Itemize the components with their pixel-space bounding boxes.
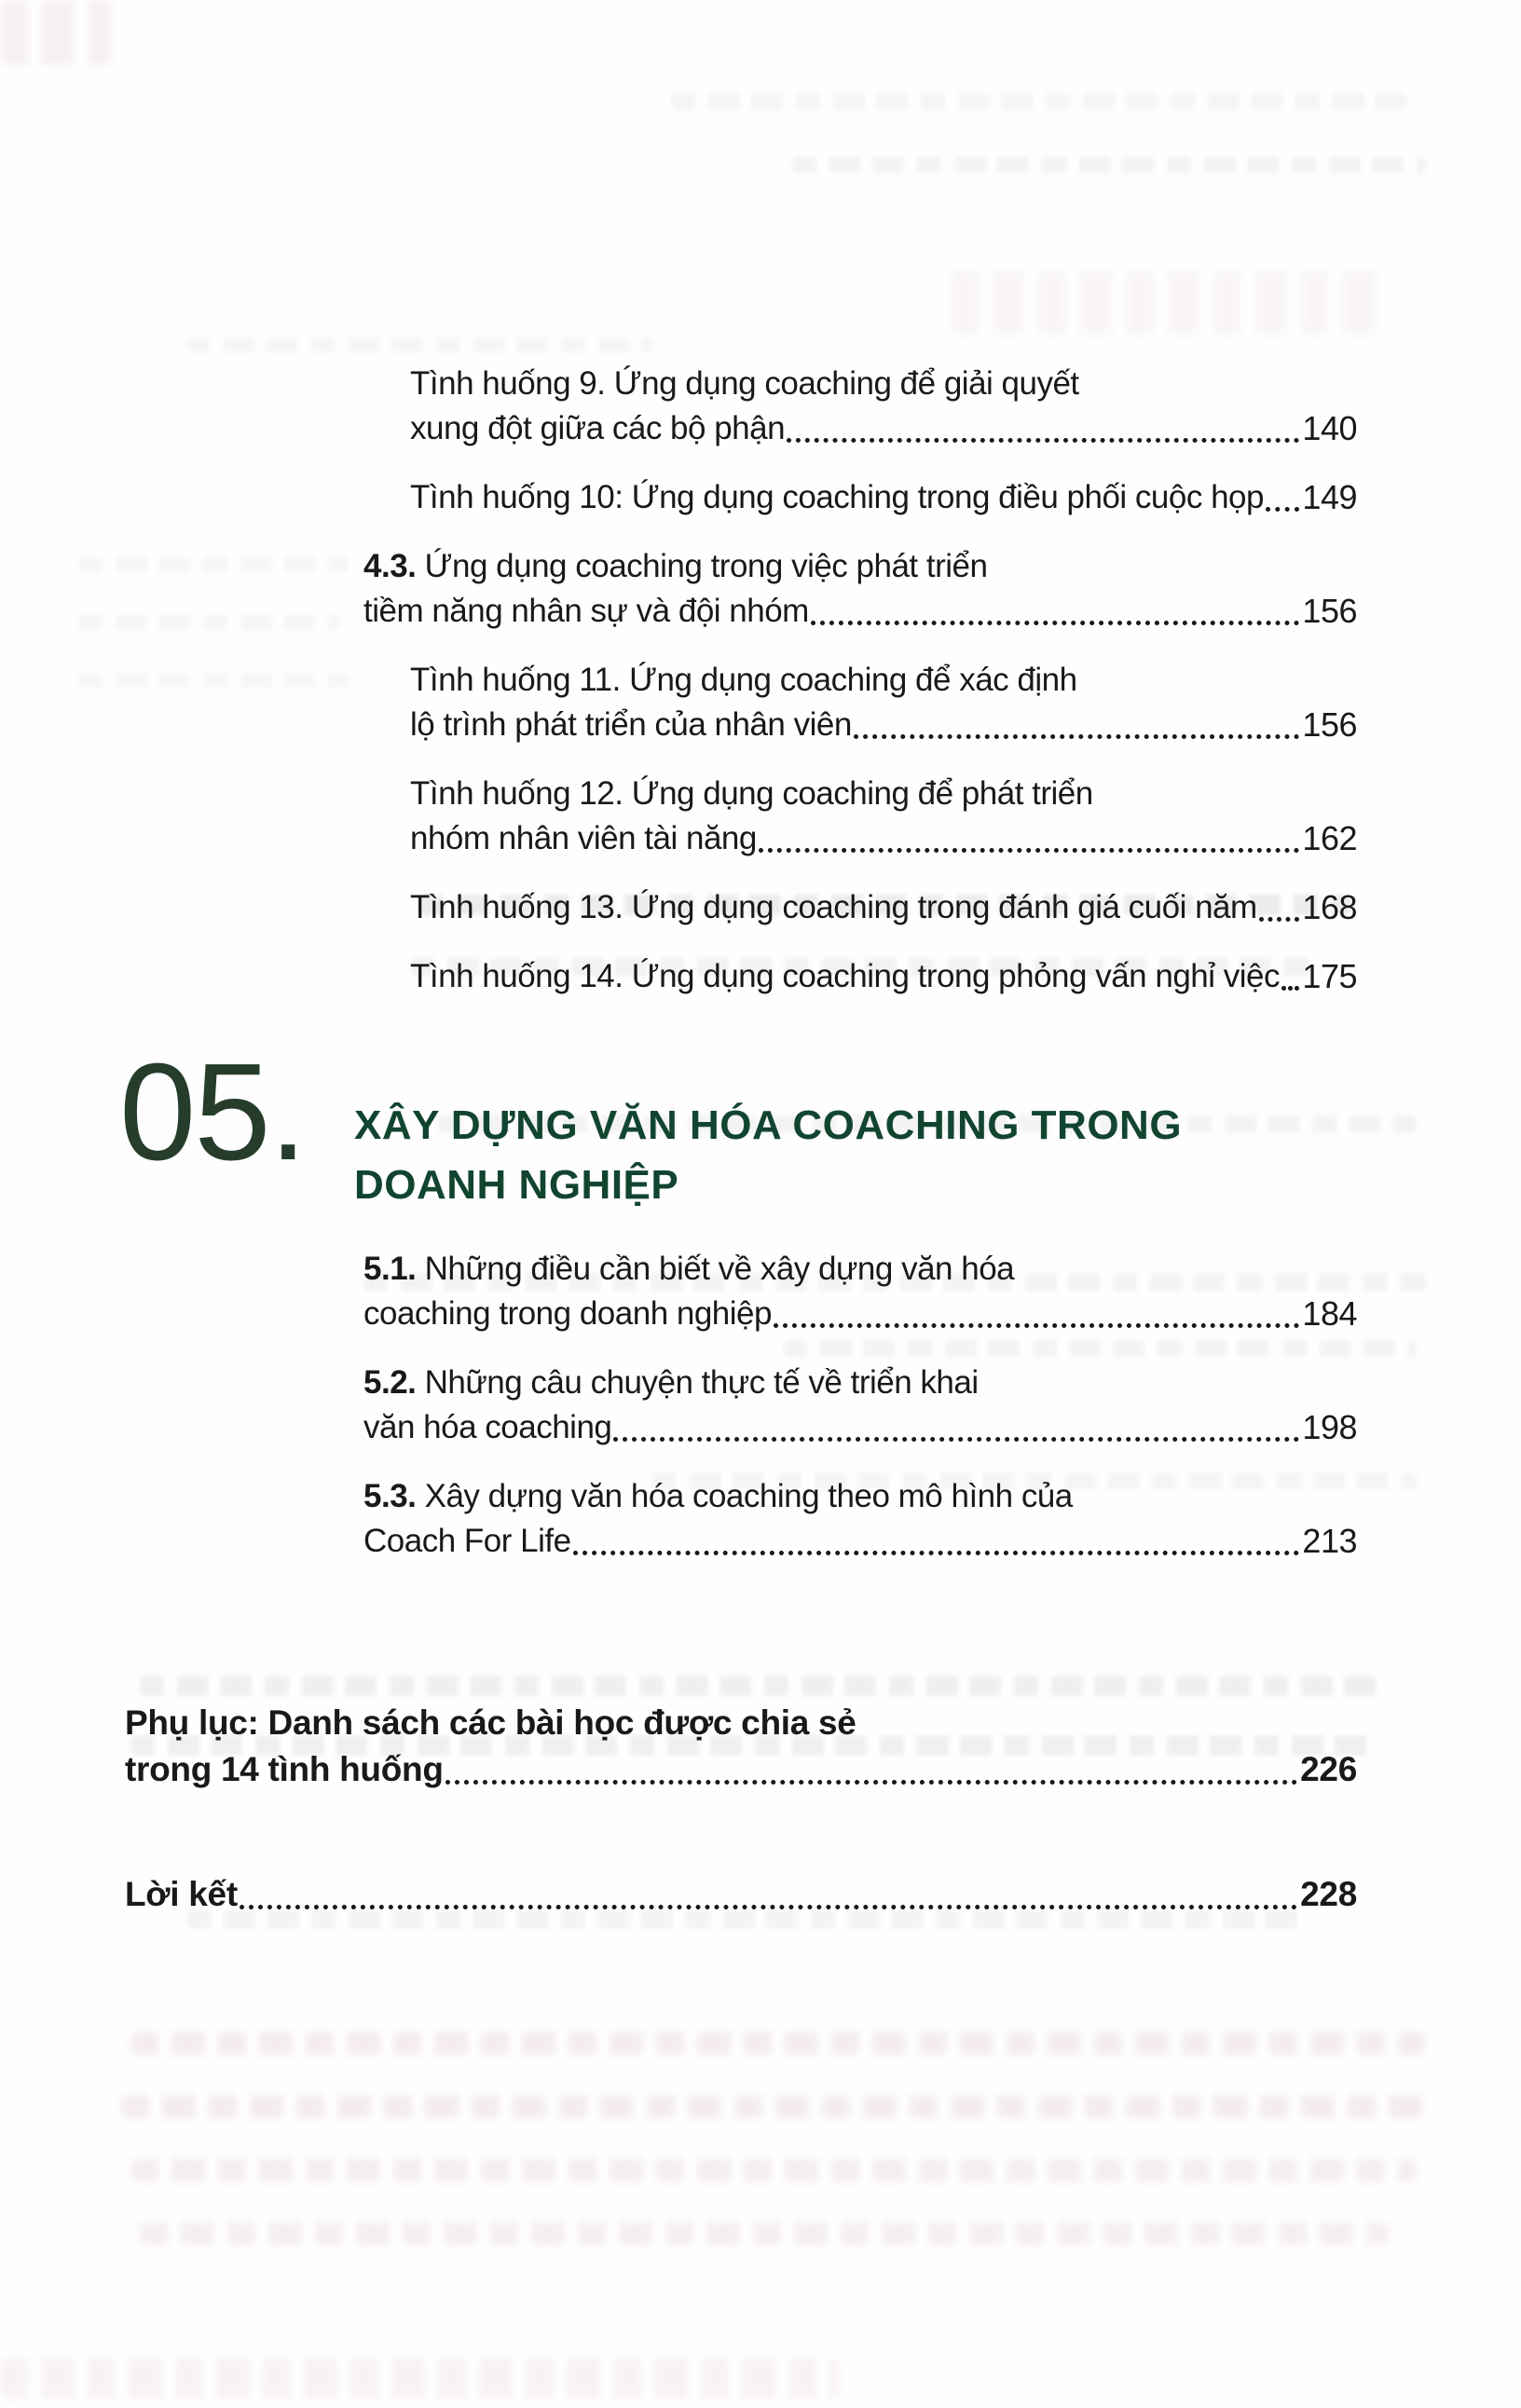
page-number: 228 [1300,1875,1357,1913]
toc-entry-text: Coach For Life [363,1523,571,1559]
toc-entry-row [410,703,1357,747]
chapter-title-line2: DOANH NGHIỆP [354,1162,679,1208]
toc-entry-number: 5.2. [363,1364,425,1401]
toc-entry-text: Lời kết [125,1875,238,1913]
toc-entry-row [410,816,1357,861]
page-number: 149 [1302,478,1357,516]
dot-leader [759,848,1300,853]
page-number: 175 [1302,957,1357,995]
toc-entry-line1: Tình huống 9. Ứng dụng coaching để giải quyết [410,365,1079,402]
page-number: 156 [1302,705,1357,744]
toc-entry-row [410,475,1357,520]
toc-entry-text: coaching trong doanh nghiệp [363,1295,772,1332]
toc-entry-line1: 4.3. Ứng dụng coaching trong việc phát triển [363,548,988,584]
dot-leader [1259,917,1300,922]
toc-entry [363,544,1357,634]
toc-entry [410,362,1357,451]
chapter-number: 05. [119,1035,306,1189]
toc-entry-line1: 5.1. Những điều cần biết về xây dựng văn hóa [363,1251,1015,1287]
toc-entry-row [363,1519,1357,1564]
toc-part5-list [119,1247,1357,1564]
dot-leader [774,1323,1299,1328]
dot-leader [854,734,1300,739]
toc-back-matter-list [119,1700,1357,1918]
toc-entry-text: trong 14 tình huống [125,1750,444,1788]
toc-entry [410,658,1357,747]
dot-leader [1266,507,1299,512]
toc-entry-number: 5.1. [363,1251,425,1287]
toc-entry-text: Tình huống 10: Ứng dụng coaching trong điều phối cuộc họp [410,479,1264,515]
toc-entry [125,1871,1357,1918]
toc-entry-text: Tình huống 13. Ứng dụng coaching trong đánh giá cuối năm [410,889,1257,925]
toc-entry [363,1247,1357,1336]
toc-entry-text: tiềm năng nhân sự và đội nhóm [363,593,809,629]
toc-entry-text: xung đột giữa các bộ phận [410,410,786,446]
toc-entry [125,1700,1357,1793]
dot-leader [240,1905,1297,1909]
toc-entry-line1: 5.3. Xây dựng văn hóa coaching theo mô hình của [363,1478,1073,1514]
page-number: 226 [1300,1750,1357,1788]
toc-entry-row [410,885,1357,930]
toc-entry [410,954,1357,999]
toc-entry [363,1361,1357,1450]
dot-leader [1281,986,1299,991]
toc-entry-line1: Tình huống 12. Ứng dụng coaching để phát triển [410,775,1093,812]
page-number: 156 [1302,592,1357,630]
page-number: 184 [1302,1294,1357,1333]
page-number: 140 [1302,409,1357,447]
chapter-title [354,1044,1182,1215]
toc-entry [363,1474,1357,1564]
page-number: 162 [1302,819,1357,857]
toc-entry-line1: Phụ lục: Danh sách các bài học được chia sẻ [125,1703,856,1742]
toc-entry-text: nhóm nhân viên tài năng [410,820,757,856]
page-number: 213 [1302,1522,1357,1560]
toc-entry [410,475,1357,520]
dot-leader [613,1437,1299,1442]
toc-entry-row [410,406,1357,451]
toc-entry-text: văn hóa coaching [363,1409,612,1445]
chapter-heading [119,1035,1357,1215]
toc-part4-list [119,362,1357,999]
dot-leader [445,1780,1298,1785]
toc-entry-row [410,954,1357,999]
toc-entry-text: lộ trình phát triển của nhân viên [410,706,852,743]
dot-leader [573,1551,1300,1555]
toc-entry-row [363,589,1357,634]
toc-entry-number: 4.3. [363,548,425,584]
page-number: 168 [1302,888,1357,926]
page-number: 198 [1302,1408,1357,1446]
toc-content [119,0,1357,1918]
toc-entry-row [125,1871,1357,1918]
dot-leader [787,438,1299,443]
toc-entry [410,772,1357,861]
toc-entry [410,885,1357,930]
chapter-title-line1: XÂY DỰNG VĂN HÓA COACHING TRONG [354,1102,1183,1148]
toc-entry-row [125,1746,1357,1793]
toc-entry-number: 5.3. [363,1478,425,1514]
toc-entry-line1: Tình huống 11. Ứng dụng coaching để xác định [410,662,1077,698]
dot-leader [811,621,1300,625]
toc-entry-text: Tình huống 14. Ứng dụng coaching trong phỏng vấn nghỉ việc [410,958,1280,994]
toc-entry-row [363,1405,1357,1450]
toc-entry-row [363,1292,1357,1336]
toc-entry-line1: 5.2. Những câu chuyện thực tế về triển khai [363,1364,979,1401]
